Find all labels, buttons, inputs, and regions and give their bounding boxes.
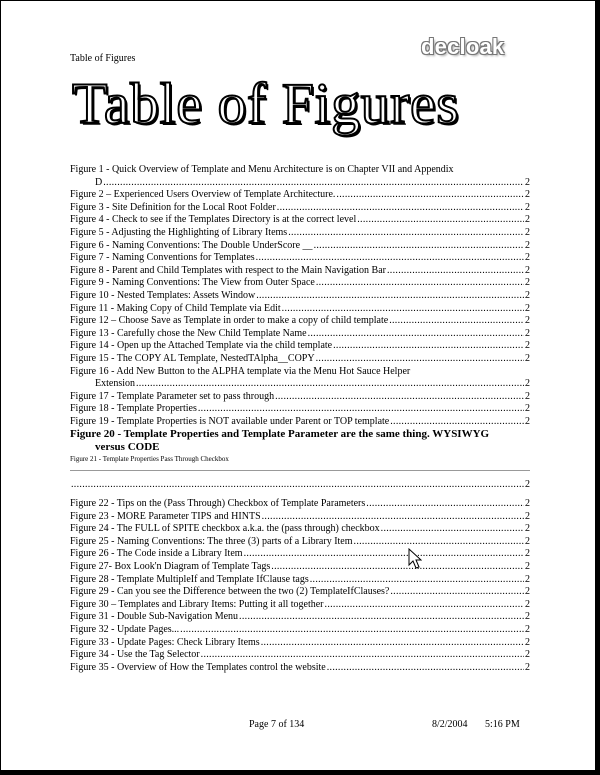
figure-entry[interactable] [70, 611, 530, 624]
leader-dots [244, 548, 524, 561]
figure-entry-page: 2 [525, 252, 530, 264]
figure-entry-continuation: D [95, 176, 103, 188]
figure-entry-text: Figure 26 - The Code inside a Library Item [70, 548, 243, 560]
footer-date: 8/2/2004 [432, 719, 468, 730]
figure-entry-text: Figure 18 - Template Properties [70, 403, 197, 415]
figure-entry[interactable] [70, 416, 530, 429]
figure-entry-page: 2 [525, 289, 530, 301]
figure-entry-text: Figure 9 - Naming Conventions: The View from Outer Space [70, 277, 315, 289]
leader-dots [381, 523, 524, 536]
figure-entry-page: 2 [525, 498, 530, 510]
figure-entry-page: 2 [525, 636, 530, 648]
figure-entry-page: 2 [525, 352, 530, 364]
figure-entry-text: Figure 11 - Making Copy of Child Template via Edit [70, 302, 281, 314]
figure-entry-page: 2 [525, 378, 530, 390]
leader-dots [336, 189, 524, 202]
figure-entry-page: 2 [525, 226, 530, 238]
figure-entry-page-row[interactable] [70, 479, 530, 492]
leader-dots [389, 315, 524, 328]
figure-entry-text: Figure 34 - Use the Tag Selector [70, 649, 200, 661]
footer-time: 5:16 PM [485, 719, 520, 730]
leader-dots [103, 177, 524, 190]
figure-entry[interactable] [70, 189, 530, 202]
figure-entry-text: Figure 35 - Overview of How the Templates control the website [70, 661, 326, 673]
figure-list-2 [70, 498, 530, 674]
figure-entry[interactable] [70, 391, 530, 404]
figure-entry-bold[interactable] [70, 428, 530, 454]
leader-dots [390, 416, 524, 429]
figure-entry-page: 2 [525, 611, 530, 623]
running-header: Table of Figures [70, 53, 136, 64]
leader-dots [310, 574, 524, 587]
divider [70, 470, 530, 471]
leader-dots [327, 662, 524, 675]
figure-entry-continuation: versus CODE [95, 441, 160, 454]
figure-entry[interactable] [70, 227, 530, 240]
figure-entry-text: Figure 15 - The COPY AL Template, NestedTAlpha__COPY [70, 352, 315, 364]
figure-entry-text: Figure 27- Box Look'n Diagram of Template Tags [70, 561, 271, 573]
figure-entry[interactable] [70, 277, 530, 290]
figure-entry[interactable] [70, 561, 530, 574]
leader-dots [180, 624, 524, 637]
figure-entry[interactable] [70, 599, 530, 612]
figure-entry-text: Figure 8 - Parent and Child Templates with respect to the Main Navigation Bar [70, 264, 386, 276]
leader-dots [239, 611, 524, 624]
leader-dots [387, 265, 524, 278]
figure-entry[interactable] [70, 353, 530, 366]
figure-entry-page: 2 [525, 201, 530, 213]
figure-entry[interactable] [70, 340, 530, 353]
leader-dots [198, 403, 524, 416]
figure-entry-text: Figure 31 - Double Sub-Navigation Menu [70, 611, 239, 623]
leader-dots [277, 202, 524, 215]
leader-dots [288, 227, 524, 240]
figure-entry-text: Figure 32 - Update Pages... [70, 624, 180, 635]
page-title: Table of Figures [72, 71, 460, 136]
figure-entry-page: 2 [525, 315, 530, 327]
figure-entry[interactable] [70, 498, 530, 511]
figure-entry-page: 2 [525, 302, 530, 314]
figure-entry-text: Figure 7 - Naming Conventions for Templates [70, 252, 255, 264]
figure-entry-text: Figure 12 – Choose Save as Template in order to make a copy of child template [70, 315, 389, 327]
figure-entry-text: Figure 5 - Adjusting the Highlighting of Library Items [70, 226, 288, 238]
figure-entry[interactable] [70, 574, 530, 587]
figure-entry-page: 2 [525, 661, 530, 673]
figure-entry[interactable] [70, 649, 530, 662]
figure-entry-text: Figure 3 - Site Definition for the Local Root Folder [70, 201, 276, 213]
figure-entry-page: 2 [525, 573, 530, 585]
figure-entry-text: Figure 25 - Naming Conventions: The three (3) parts of a Library Item [70, 535, 353, 547]
figure-entry[interactable] [70, 637, 530, 650]
figure-entry-continuation-row[interactable] [70, 177, 530, 190]
figure-entry-page: 2 [525, 561, 530, 573]
leader-dots [201, 649, 524, 662]
figure-entry[interactable] [70, 586, 530, 599]
leader-dots [261, 637, 524, 650]
leader-dots [262, 511, 524, 524]
figure-entry-text: Figure 22 - Tips on the (Pass Through) Checkbox of Template Parameters [70, 498, 366, 510]
figure-entry[interactable] [70, 662, 530, 675]
leader-dots [316, 353, 524, 366]
table-of-figures [70, 164, 530, 674]
leader-dots [256, 290, 524, 303]
figure-entry[interactable] [70, 290, 530, 303]
figure-entry[interactable] [70, 624, 530, 637]
figure-entry-continuation-row[interactable] [70, 378, 530, 391]
leader-dots [316, 277, 524, 290]
figure-entry-page: 2 [525, 340, 530, 352]
figure-entry-page: 2 [525, 586, 530, 598]
figure-entry[interactable] [70, 303, 530, 316]
leader-dots [354, 536, 524, 549]
figure-entry-page: 2 [525, 624, 530, 635]
mouse-cursor-icon [408, 548, 422, 570]
figure-entry-text: Figure 21 - Template Properties Pass Through Checkbox [70, 455, 229, 464]
figure-entry-text: Figure 24 - The FULL of SPITE checkbox a.k.a. the (pass through) checkbox [70, 523, 380, 535]
leader-dots [136, 378, 524, 391]
leader-dots [325, 599, 524, 612]
figure-entry-page: 2 [525, 548, 530, 560]
figure-entry-page: 2 [525, 598, 530, 610]
decloak-logo: decloak [421, 34, 505, 59]
figure-entry-text: Figure 2 – Experienced Users Overview of Template Architecture. [70, 189, 336, 201]
figure-entry-page: 2 [525, 415, 530, 427]
figure-entry-small[interactable] [70, 454, 530, 464]
figure-entry[interactable] [70, 536, 530, 549]
figure-entry[interactable] [70, 511, 530, 524]
figure-entry[interactable] [70, 548, 530, 561]
figure-entry-text: Figure 29 - Can you see the Difference between the two (2) TemplateIfClauses? [70, 586, 390, 598]
figure-entry-page: 2 [525, 390, 530, 402]
figure-entry[interactable] [70, 164, 530, 177]
figure-entry-text: Figure 19 - Template Properties is NOT available under Parent or TOP template [70, 415, 390, 427]
figure-entry[interactable] [70, 214, 530, 227]
footer-page-number: Page 7 of 134 [249, 719, 305, 730]
leader-dots [390, 586, 524, 599]
figure-entry-text: Figure 4 - Check to see if the Templates Directory is at the correct level [70, 214, 357, 226]
figure-entry-text: Figure 20 - Template Properties and Template Parameter are the same thing. WYSIWYG [70, 428, 490, 441]
figure-entry[interactable] [70, 366, 530, 379]
figure-entry-text: Figure 28 - Template MultipleIf and Template IfClause tags [70, 573, 309, 585]
figure-entry-text: Figure 1 - Quick Overview of Template and Menu Architecture is on Chapter VII and Appendix [70, 164, 454, 175]
figure-entry-text: Figure 33 - Update Pages: Check Library Items [70, 636, 260, 648]
leader-dots [256, 252, 524, 265]
figure-entry-text: Figure 13 - Carefully chose the New Child Template Name [70, 327, 307, 339]
figure-entry-text: Figure 30 – Templates and Library Items: Putting it all together [70, 598, 324, 610]
figure-entry[interactable] [70, 240, 530, 253]
figure-entry-page: 2 [525, 479, 530, 491]
figure-entry[interactable] [70, 403, 530, 416]
figure-entry-page: 2 [525, 189, 530, 201]
figure-entry[interactable] [70, 202, 530, 215]
figure-entry[interactable] [70, 252, 530, 265]
figure-entry-page: 2 [525, 277, 530, 289]
figure-entry-text: Figure 23 - MORE Parameter TIPS and HINTS [70, 510, 261, 522]
figure-entry[interactable] [70, 315, 530, 328]
figure-entry-page: 2 [525, 649, 530, 661]
figure-entry-text: Figure 6 - Naming Conventions: The Double UnderScore __ [70, 239, 313, 251]
figure-entry-page: 2 [525, 214, 530, 226]
figure-entry-continuation: Extension [95, 378, 135, 390]
figure-entry-page: 2 [525, 510, 530, 522]
figure-entry-page: 2 [525, 523, 530, 535]
figure-entry-page: 2 [525, 239, 530, 251]
figure-entry-text: Figure 10 - Nested Templates: Assets Window [70, 289, 256, 301]
leader-dots [308, 328, 524, 341]
leader-dots [282, 303, 524, 316]
figure-entry-page: 2 [525, 176, 530, 188]
figure-list-1 [70, 164, 530, 428]
figure-entry-text: Figure 16 - Add New Button to the ALPHA template via the Menu Hot Sauce Helper [70, 365, 411, 377]
figure-entry-page: 2 [525, 327, 530, 339]
figure-entry[interactable] [70, 265, 530, 278]
figure-entry-text: Figure 17 - Template Parameter set to pass through [70, 390, 275, 402]
figure-entry[interactable] [70, 328, 530, 341]
figure-entry-page: 2 [525, 535, 530, 547]
figure-entry-page: 2 [525, 403, 530, 415]
leader-dots [366, 498, 524, 511]
leader-dots [271, 561, 524, 574]
leader-dots [357, 214, 524, 227]
leader-dots [71, 479, 524, 492]
figure-entry-page: 2 [525, 264, 530, 276]
leader-dots [333, 340, 524, 353]
leader-dots [275, 391, 524, 404]
figure-entry[interactable] [70, 523, 530, 536]
figure-entry-text: Figure 14 - Open up the Attached Template via the child template [70, 340, 333, 352]
leader-dots [314, 240, 524, 253]
